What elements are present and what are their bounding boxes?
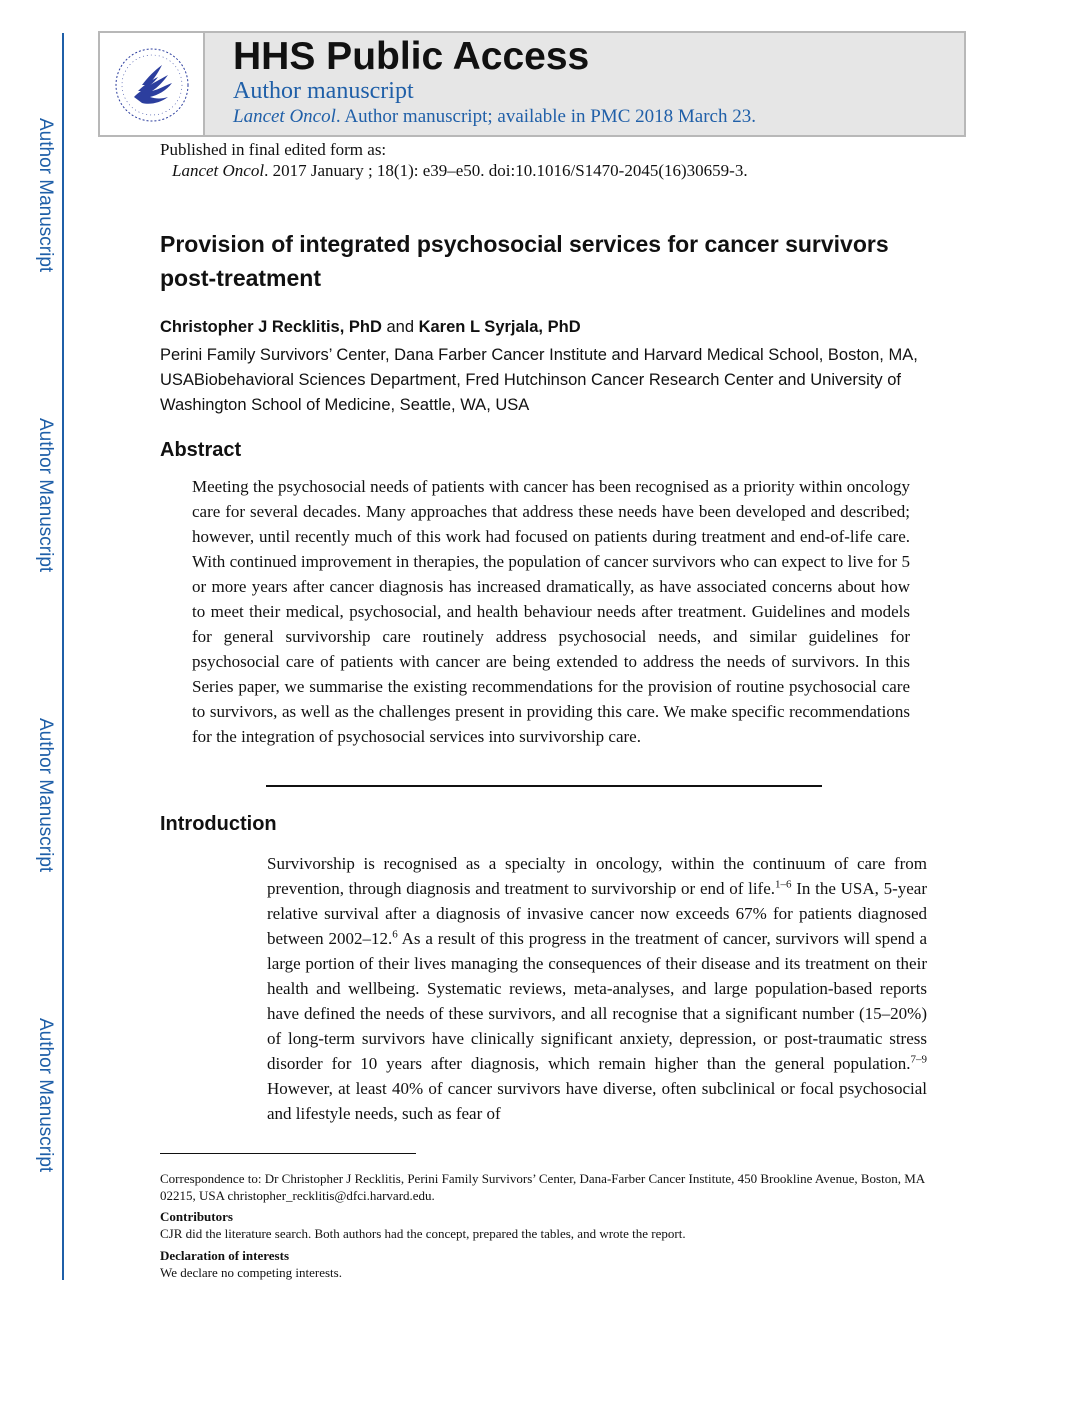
- footnote-correspondence: Correspondence to: Dr Christopher J Recklitis, Perini Family Survivors’ Center, Dana-Farber Cancer Institute, 450 Brookline Avenue, Boston, MA 02215, USA christopher_recklitis@dfci.harvard.edu.: [160, 1171, 925, 1203]
- hhs-logo: [100, 33, 205, 135]
- intro-text: However, at least 40% of cancer survivors have diverse, often subclinical or focal psychosocial and lifestyle needs, such as fear of: [267, 1079, 927, 1123]
- introduction-paragraph: [267, 851, 927, 1126]
- citation-ref: 6: [392, 928, 398, 941]
- footnote-contributors-text: CJR did the literature search. Both authors had the concept, prepared the tables, and wrote the report.: [160, 1226, 686, 1241]
- author-name: Karen L Syrjala, PhD: [418, 318, 581, 336]
- published-label: Published in final edited form as:: [160, 140, 387, 159]
- banner-citation: [233, 106, 756, 128]
- banner-availability: . Author manuscript; available in PMC 2018 March 23.: [335, 106, 756, 127]
- footnote-contributors-heading: Contributors: [160, 1209, 233, 1224]
- intro-text: As a result of this progress in the treatment of cancer, survivors will spend a large portion of their lives managing the consequences of their disease and its treatment on their health and wellbeing. Systematic reviews, meta-analyses, and large population-based reports have defined the needs of these survivors, and all recognise that a significant number (15–20%) of long-term survivors have clinically significant anxiety, depression, or post-traumatic stress disorder for 10 years after diagnosis, which remain higher than the general population.: [267, 929, 928, 1073]
- abstract-text: Meeting the psychosocial needs of patients with cancer has been recognised as a priority within oncology care for several decades. Many approaches that address these needs have been developed and described; however, until recently much of this work had focused on patients during treatment and end-of-life care. With continued improvement in therapies, the population of cancer survivors who can expect to live for 5 or more years after cancer diagnosis has increased dramatically, as have associated concerns about how to meet their medical, psychosocial, and health behaviour needs after treatment. Guidelines and models for general survivorship care routinely address psychosocial needs, and similar guidelines for psychosocial care of patients with cancer are being extended to address the needs of survivors. In this Series paper, we summarise the existing recommendations for the provision of routine psychosocial care to survivors, as well as the challenges present in providing this care. We make specific recommendations for the integration of psychosocial services into survivorship care.: [192, 477, 910, 746]
- published-journal: Lancet Oncol: [172, 161, 265, 180]
- footnote-interests-heading: Declaration of interests: [160, 1248, 290, 1263]
- author-affiliation: Perini Family Survivors’ Center, Dana Farber Cancer Institute and Harvard Medical School, Boston, MA, USABiobehavioral Sciences Department, Fred Hutchinson Cancer Research Center and University of Washington School of Medicine, Seattle, WA, USA: [160, 346, 918, 414]
- published-citation: [172, 161, 748, 181]
- introduction-heading: Introduction: [160, 813, 277, 835]
- article-title: Provision of integrated psychosocial services for cancer survivors post-treatment: [160, 231, 889, 291]
- author-conjunction: and: [381, 318, 419, 336]
- sidebar-rule: [62, 33, 64, 1280]
- hhs-eagle-seal-icon: [112, 45, 192, 125]
- footnote-divider: [160, 1153, 416, 1154]
- published-details: . 2017 January ; 18(1): e39–e50. doi:10.1016/S1470-2045(16)30659-3.: [264, 161, 748, 180]
- abstract-divider: [266, 785, 822, 787]
- citation-ref: 7–9: [910, 1053, 927, 1066]
- sidebar-label-author-manuscript: Author Manuscript: [35, 1018, 56, 1173]
- banner-subtitle: Author manuscript: [233, 78, 414, 104]
- banner-text-panel: [205, 33, 964, 135]
- sidebar-label-author-manuscript: Author Manuscript: [35, 718, 56, 873]
- sidebar-label-author-manuscript: Author Manuscript: [35, 418, 56, 573]
- author-list: [160, 318, 581, 337]
- author-name: Christopher J Recklitis, PhD: [160, 318, 382, 336]
- banner-journal: Lancet Oncol: [233, 106, 336, 127]
- abstract-heading: Abstract: [160, 439, 242, 461]
- citation-ref: 1–6: [775, 878, 792, 891]
- sidebar-label-author-manuscript: Author Manuscript: [35, 118, 56, 273]
- banner-title: HHS Public Access: [233, 35, 590, 78]
- intro-text: Survivorship is recognised as a specialty in oncology, within the continuum of care from prevention, through diagnosis and treatment to survivorship or end of life.: [267, 854, 927, 898]
- hhs-banner: [98, 31, 966, 137]
- footnote-interests-text: We declare no competing interests.: [160, 1265, 342, 1280]
- intro-text: In the USA, 5-year relative survival after a diagnosis of invasive cancer now exceeds 67% for patients diagnosed between 2002–12.: [267, 879, 927, 948]
